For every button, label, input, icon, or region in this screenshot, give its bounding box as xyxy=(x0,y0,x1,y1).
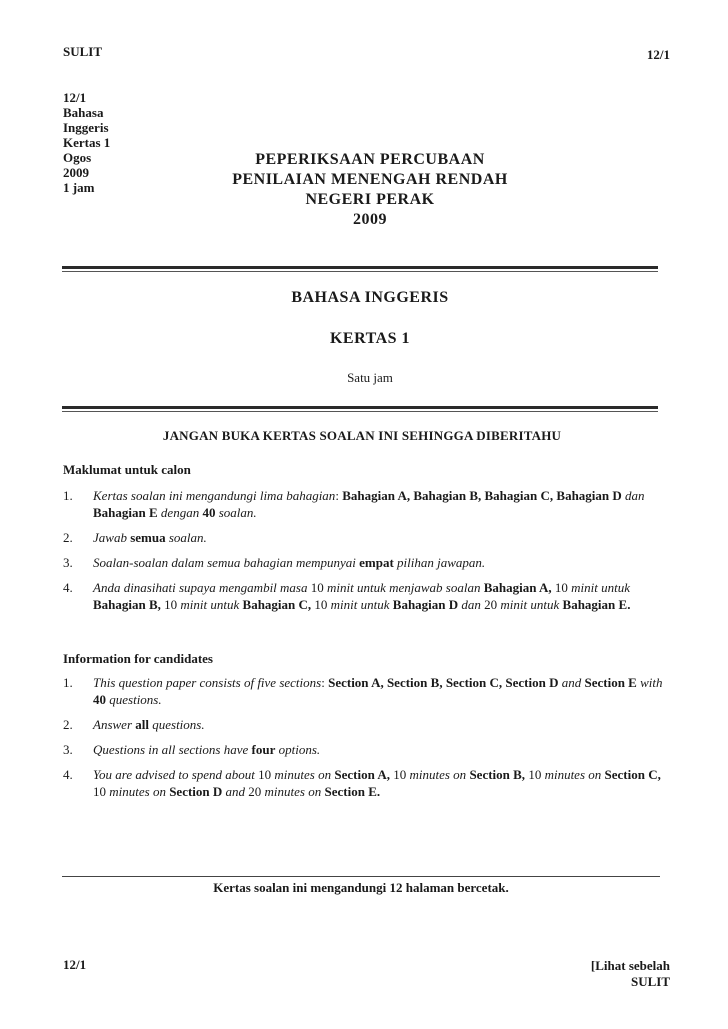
paper-code-top: 12/1 xyxy=(646,47,670,62)
english-instruction-item xyxy=(63,741,663,758)
text-run: soalan. xyxy=(165,530,207,545)
malay-instruction-item xyxy=(63,487,663,521)
text-run: 10 xyxy=(551,580,568,595)
text-run: dengan xyxy=(157,505,203,520)
english-instruction-item xyxy=(63,674,663,708)
text-run: minit untuk xyxy=(327,597,393,612)
text-run: 20 xyxy=(484,597,498,612)
footer-rule xyxy=(62,876,660,877)
text-run: empat xyxy=(359,555,394,570)
item-text xyxy=(93,554,663,571)
text-run: 10 xyxy=(160,597,178,612)
text-run: 10 xyxy=(258,767,272,782)
text-run: minit untuk xyxy=(177,597,243,612)
meta-line: Ogos xyxy=(63,150,92,165)
text-run: 20 xyxy=(248,784,262,799)
text-run: dan xyxy=(458,597,485,612)
duration: Satu jam xyxy=(347,370,393,385)
text-run: Bahagian A, Bahagian B, Bahagian C, Bahagian D xyxy=(342,488,622,503)
exam-title-line: PENILAIAN MENENGAH RENDAH xyxy=(232,171,508,188)
text-run: Bahagian B, xyxy=(93,597,161,612)
item-number: 2. xyxy=(63,717,73,732)
text-run: Bahagian A, xyxy=(483,580,552,595)
do-not-open-warning: JANGAN BUKA KERTAS SOALAN INI SEHINGGA DIBERITAHU xyxy=(162,428,562,443)
text-run: minutes on xyxy=(261,784,325,799)
english-section-heading: Information for candidates xyxy=(63,651,213,666)
item-text xyxy=(93,579,663,613)
text-run: : xyxy=(335,488,343,503)
text-run: You are advised to spend about xyxy=(93,767,259,782)
text-run: semua xyxy=(130,530,166,545)
item-text xyxy=(93,674,663,708)
item-number: 4. xyxy=(63,767,73,782)
malay-instruction-item xyxy=(63,579,663,613)
text-run: minutes on xyxy=(106,784,170,799)
item-text xyxy=(93,487,663,521)
item-text xyxy=(93,741,663,758)
exam-title xyxy=(200,150,540,230)
text-run: : xyxy=(321,675,329,690)
text-run: minutes on xyxy=(541,767,605,782)
text-run: questions. xyxy=(106,692,162,707)
text-run: Bahagian C, xyxy=(242,597,312,612)
meta-block xyxy=(63,90,110,195)
english-instruction-item xyxy=(63,766,663,800)
text-run: Anda dinasihati supaya mengambil masa xyxy=(93,580,311,595)
divider-rule-thin xyxy=(62,271,658,272)
text-run: options. xyxy=(275,742,321,757)
text-run: minutes on xyxy=(406,767,470,782)
text-run: Bahagian E. xyxy=(562,597,631,612)
text-run: 10 xyxy=(311,597,328,612)
text-run: Soalan-soalan dalam semua bahagian mempunyai xyxy=(93,555,360,570)
text-run: This question paper consists of five sections xyxy=(93,675,322,690)
text-run: with xyxy=(636,675,663,690)
meta-line: Bahasa xyxy=(63,105,104,120)
text-run: Section D xyxy=(169,784,223,799)
text-run: Section B, xyxy=(469,767,526,782)
text-run: Questions in all sections have xyxy=(93,742,252,757)
item-number: 2. xyxy=(63,530,73,545)
text-run: dan xyxy=(621,488,645,503)
malay-instruction-item xyxy=(63,554,663,571)
page-count-note: Kertas soalan ini mengandungi 12 halaman bercetak. xyxy=(213,880,509,895)
text-run: Section E xyxy=(584,675,637,690)
text-run: Answer xyxy=(93,717,136,732)
text-run: all xyxy=(135,717,149,732)
text-run: minit untuk xyxy=(567,580,630,595)
meta-line: Inggeris xyxy=(63,120,109,135)
text-run: Kertas soalan ini mengandungi lima bahagian xyxy=(93,488,336,503)
meta-line: 1 jam xyxy=(63,180,95,195)
text-run: 10 xyxy=(93,784,106,799)
malay-instruction-item xyxy=(63,529,663,546)
item-number: 1. xyxy=(63,488,73,503)
text-run: Bahagian D xyxy=(392,597,459,612)
exam-title-line: 2009 xyxy=(353,211,387,228)
item-text xyxy=(93,716,663,733)
item-text xyxy=(93,766,663,800)
divider-rule xyxy=(62,406,658,409)
item-number: 1. xyxy=(63,675,73,690)
text-run: pilihan jawapan. xyxy=(393,555,486,570)
text-run: and xyxy=(222,784,249,799)
turn-over-note xyxy=(591,958,670,990)
item-number: 3. xyxy=(63,555,73,570)
text-run: minit untuk menjawab soalan xyxy=(323,580,484,595)
paper-number: KERTAS 1 xyxy=(329,330,411,347)
turn-over-label: [Lihat sebelah xyxy=(590,958,670,973)
meta-line: Kertas 1 xyxy=(63,135,111,150)
text-run: 10 xyxy=(310,580,324,595)
meta-line: 12/1 xyxy=(63,90,87,105)
text-run: and xyxy=(558,675,585,690)
english-instruction-item xyxy=(63,716,663,733)
meta-line: 2009 xyxy=(63,165,89,180)
text-run: questions. xyxy=(148,717,205,732)
divider-rule-thin xyxy=(62,411,658,412)
classification-label-bottom: SULIT xyxy=(630,974,670,989)
item-number: 3. xyxy=(63,742,73,757)
item-text xyxy=(93,529,663,546)
item-number: 4. xyxy=(63,580,73,595)
malay-section-heading: Maklumat untuk calon xyxy=(63,462,191,477)
text-run: 10 xyxy=(525,767,542,782)
text-run: minutes on xyxy=(271,767,335,782)
paper-code-bottom: 12/1 xyxy=(63,957,87,972)
text-run: Section E. xyxy=(324,784,381,799)
exam-title-line: NEGERI PERAK xyxy=(305,191,435,208)
text-run: four xyxy=(251,742,276,757)
text-run: Bahagian E xyxy=(93,505,158,520)
divider-rule xyxy=(62,266,658,269)
text-run: minit untuk xyxy=(497,597,563,612)
text-run: Section A, xyxy=(334,767,390,782)
exam-title-line: PEPERIKSAAN PERCUBAAN xyxy=(255,151,485,168)
classification-label-top: SULIT xyxy=(63,44,103,59)
text-run: soalan. xyxy=(215,505,257,520)
text-run: Section C, xyxy=(604,767,661,782)
text-run: 10 xyxy=(389,767,407,782)
text-run: Section A, Section B, Section C, Section D xyxy=(328,675,559,690)
text-run: 40 xyxy=(93,692,106,707)
text-run: 40 xyxy=(202,505,216,520)
text-run: Jawab xyxy=(93,530,131,545)
subject-name: BAHASA INGGERIS xyxy=(291,289,449,306)
